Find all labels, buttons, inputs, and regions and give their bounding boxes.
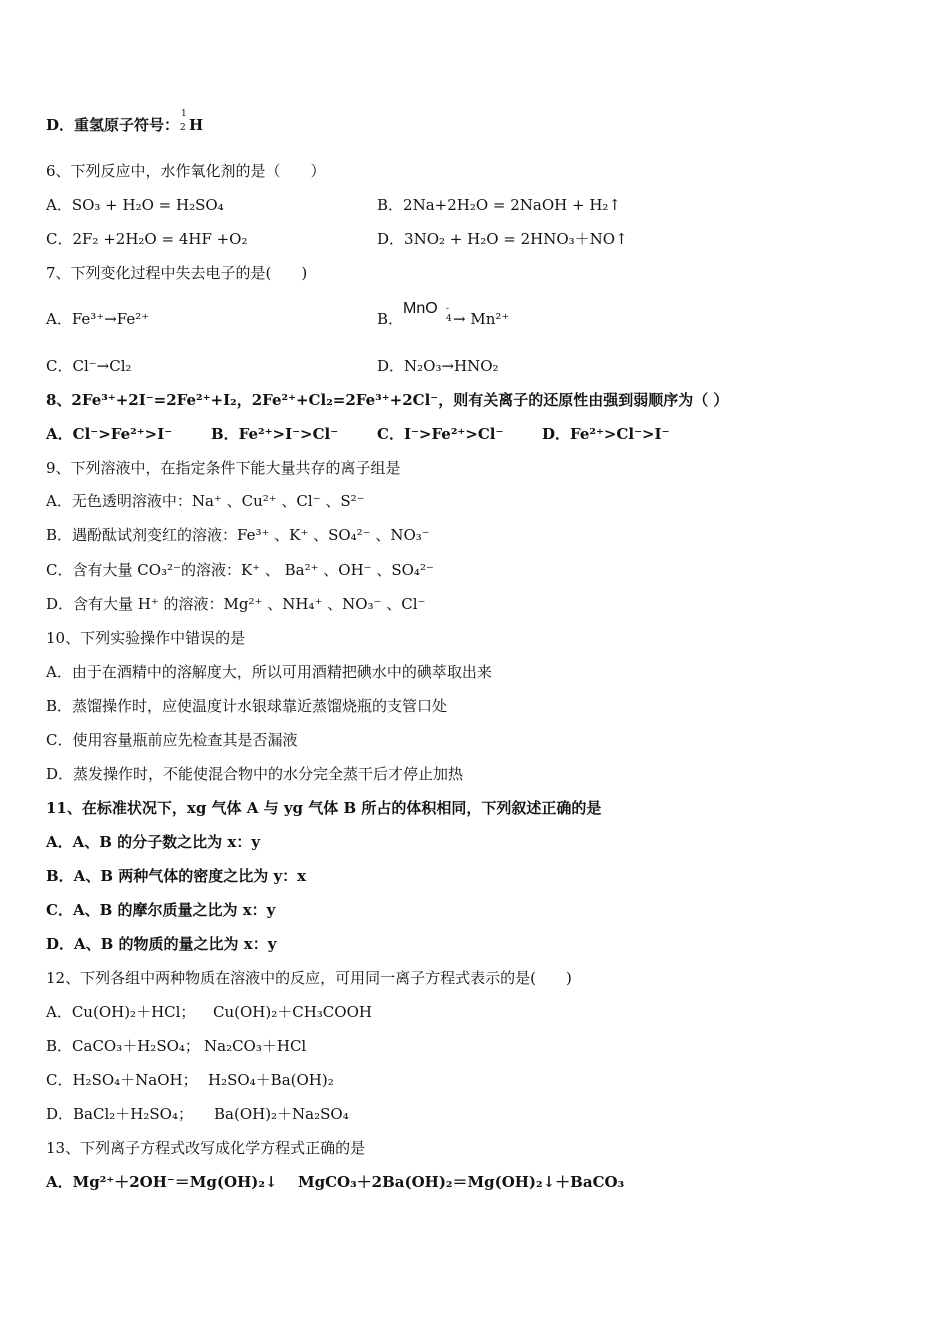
q11-stem: 11、在标准状况下，xg 气体 A 与 yg 气体 B 所占的体积相同，下列叙述正确的是 [46, 799, 602, 817]
q8-option-d: D．Fe²⁺>Cl⁻>I⁻ [542, 425, 670, 443]
q10-option-d: D．蒸发操作时，不能使混合物中的水分完全蒸干后才停止加热 [46, 765, 464, 783]
q7-option-b [377, 300, 510, 329]
q10-stem: 10、下列实验操作中错误的是 [46, 629, 246, 647]
q12-option-d-second: Ba(OH)₂＋Na₂SO₄ [214, 1105, 349, 1123]
q6-stem: 6、下列反应中，水作氧化剂的是（ ） [46, 162, 326, 180]
q9-option-c: C．含有大量 CO₃²⁻的溶液：K⁺ 、 Ba²⁺ 、OH⁻ 、SO₄²⁻ [46, 561, 434, 579]
permanganate-ion: MnO - 4 [403, 300, 452, 324]
q9-option-a: A．无色透明溶液中：Na⁺ 、Cu²⁺ 、Cl⁻ 、S²⁻ [46, 492, 365, 510]
q8-option-c: C．I⁻>Fe²⁺>Cl⁻ [377, 425, 504, 443]
q12-option-b-second: Na₂CO₃＋HCl [204, 1037, 307, 1055]
q10-option-a: A．由于在酒精中的溶解度大，所以可用酒精把碘水中的碘萃取出来 [46, 663, 492, 681]
q6-option-c: C．2F₂ +2H₂O = 4HF +O₂ [46, 230, 248, 248]
nuclide-notation [179, 109, 189, 136]
q12-option-c-second: H₂SO₄＋Ba(OH)₂ [208, 1071, 334, 1089]
q12-option-d-first: D．BaCl₂＋H₂SO₄； [46, 1105, 193, 1123]
mass-number: 1 [181, 109, 187, 119]
q8-option-a: A．Cl⁻>Fe²⁺>I⁻ [46, 425, 173, 443]
q10-option-b: B．蒸馏操作时，应使温度计水银球靠近蒸馏烧瓶的支管口处 [46, 697, 448, 715]
q7b-product: → Mn²⁺ [453, 310, 510, 328]
q13-option-a-ionic: A．Mg²⁺＋2OH⁻＝Mg(OH)₂↓ [46, 1173, 278, 1191]
atomic-number: 2 [180, 123, 186, 133]
q11-option-c: C．A、B 的摩尔质量之比为 x：y [46, 901, 276, 919]
q7-option-d: D．N₂O₃→HNO₂ [377, 357, 499, 375]
q6-option-a: A．SO₃ + H₂O = H₂SO₄ [46, 196, 224, 214]
q12-option-b-first: B．CaCO₃＋H₂SO₄； [46, 1037, 200, 1055]
q6-option-b: B．2Na+2H₂O = 2NaOH + H₂↑ [377, 196, 621, 214]
q12-option-a-second: Cu(OH)₂＋CH₃COOH [213, 1003, 372, 1021]
q7-stem: 7、下列变化过程中失去电子的是( ) [46, 264, 308, 282]
q9-option-d: D．含有大量 H⁺ 的溶液：Mg²⁺ 、NH₄⁺ 、NO₃⁻ 、Cl⁻ [46, 595, 426, 613]
q6-option-d: D．3NO₂ + H₂O = 2HNO₃＋NO↑ [377, 230, 628, 248]
q5-option-d [46, 109, 204, 136]
q12-option-c-first: C．H₂SO₄＋NaOH； [46, 1071, 198, 1089]
q7-option-a: A．Fe³⁺→Fe²⁺ [46, 310, 150, 328]
q8-stem: 8、2Fe³⁺+2I⁻=2Fe²⁺+I₂，2Fe²⁺+Cl₂=2Fe³⁺+2Cl⁻，则有关离子的还原性由强到弱顺序为（ ） [46, 391, 729, 409]
q11-option-a: A．A、B 的分子数之比为 x：y [46, 833, 261, 851]
q13-option-a-chemical: MgCO₃＋2Ba(OH)₂＝Mg(OH)₂↓＋BaCO₃ [298, 1173, 625, 1191]
q7b-label: B． [377, 310, 404, 328]
element-symbol: H [189, 116, 204, 134]
q12-option-a-first: A．Cu(OH)₂＋HCl； [46, 1003, 196, 1021]
q9-stem: 9、下列溶液中，在指定条件下能大量共存的离子组是 [46, 459, 401, 477]
q13-stem: 13、下列离子方程式改写成化学方程式正确的是 [46, 1139, 366, 1157]
q11-option-b: B．A、B 两种气体的密度之比为 y：x [46, 867, 307, 885]
q10-option-c: C．使用容量瓶前应先检查其是否漏液 [46, 731, 298, 749]
q8-option-b: B．Fe²⁺>I⁻>Cl⁻ [211, 425, 339, 443]
q5d-label: D．重氢原子符号： [46, 116, 180, 134]
q11-option-d: D．A、B 的物质的量之比为 x：y [46, 935, 277, 953]
q12-stem: 12、下列各组中两种物质在溶液中的反应，可用同一离子方程式表示的是( ) [46, 969, 572, 987]
q9-option-b: B．遇酚酞试剂变红的溶液：Fe³⁺ 、K⁺ 、SO₄²⁻ 、NO₃⁻ [46, 526, 430, 544]
q7-option-c: C．Cl⁻→Cl₂ [46, 357, 132, 375]
